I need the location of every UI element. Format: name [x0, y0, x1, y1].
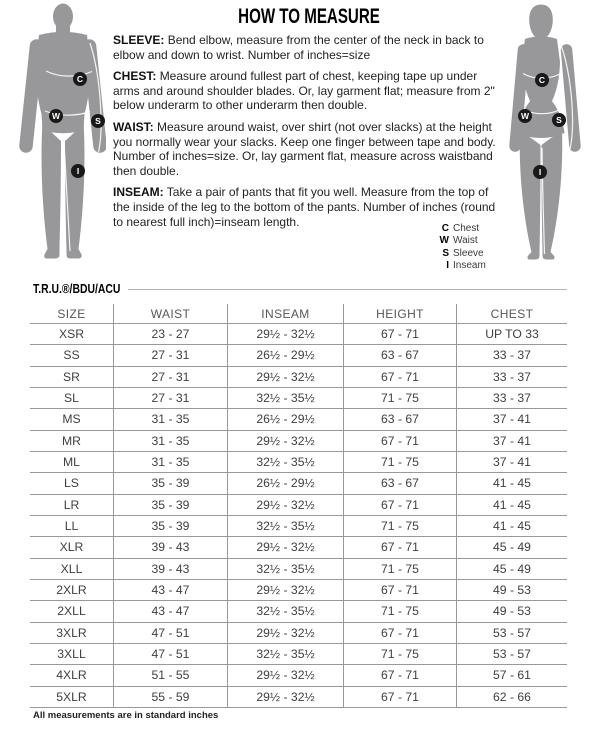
instruction-label: CHEST:: [113, 69, 157, 84]
value-cell: 29½ - 32½: [227, 367, 343, 388]
value-cell: 32½ - 35½: [227, 644, 343, 665]
legend-label: Sleeve: [453, 247, 484, 259]
instruction-label: WAIST:: [113, 119, 154, 134]
legend-key: W: [439, 235, 449, 247]
size-cell: ML: [30, 452, 113, 473]
waist-marker-badge: W: [518, 109, 532, 123]
sleeve-marker-badge: S: [91, 114, 105, 128]
value-cell: 26½ - 29½: [227, 409, 343, 430]
value-cell: 32½ - 35½: [227, 452, 343, 473]
size-cell: MS: [30, 409, 113, 430]
value-cell: 43 - 47: [113, 601, 227, 622]
value-cell: 32½ - 35½: [227, 559, 343, 580]
value-cell: 29½ - 32½: [227, 431, 343, 452]
value-cell: 43 - 47: [113, 580, 227, 601]
size-cell: 4XLR: [30, 665, 113, 686]
value-cell: 29½ - 32½: [227, 580, 343, 601]
legend-key: I: [446, 260, 449, 272]
value-cell: 35 - 39: [113, 495, 227, 516]
value-cell: 37 - 41: [456, 409, 567, 430]
chest-marker-badge: C: [535, 73, 549, 87]
value-cell: 37 - 41: [456, 452, 567, 473]
value-cell: 63 - 67: [343, 345, 456, 366]
instruction-chest: [113, 69, 507, 113]
instruction-text: Measure around fullest part of chest, keeping tape up under arms and around shoulder blades. Or, lay garment flat; measure from 2" below underarm to other underarm then double.: [113, 69, 495, 113]
size-cell: 3XLL: [30, 644, 113, 665]
value-cell: 37 - 41: [456, 431, 567, 452]
chest-marker-badge: C: [73, 72, 87, 86]
value-cell: 32½ - 35½: [227, 388, 343, 409]
size-cell: SS: [30, 345, 113, 366]
value-cell: 71 - 75: [343, 601, 456, 622]
value-cell: 39 - 43: [113, 559, 227, 580]
instruction-label: INSEAM:: [113, 185, 164, 200]
footnote: All measurements are in standard inches: [33, 710, 219, 721]
section-rule: [128, 289, 567, 290]
value-cell: 27 - 31: [113, 388, 227, 409]
value-cell: 26½ - 29½: [227, 473, 343, 494]
page-title: HOW TO MEASURE: [238, 5, 380, 28]
value-cell: 71 - 75: [343, 516, 456, 537]
value-cell: 33 - 37: [456, 367, 567, 388]
size-cell: LR: [30, 495, 113, 516]
value-cell: 31 - 35: [113, 409, 227, 430]
value-cell: 29½ - 32½: [227, 687, 343, 708]
value-cell: 71 - 75: [343, 388, 456, 409]
value-cell: 67 - 71: [343, 431, 456, 452]
value-cell: 63 - 67: [343, 409, 456, 430]
instruction-text: Bend elbow, measure from the center of the neck in back to elbow and down to wrist. Number of inches=size: [113, 33, 484, 62]
column-header: SIZE: [30, 304, 113, 324]
instruction-text: Measure around waist, over shirt (not over slacks) at the height you normally wear your slacks. Keep one finger between tape and body. Number of inches=size. Or, lay garment flat, measure across waistband then double.: [113, 119, 496, 178]
female-body-figure: [492, 2, 598, 260]
value-cell: 71 - 75: [343, 559, 456, 580]
measurement-legend: [437, 223, 486, 273]
value-cell: 29½ - 32½: [227, 495, 343, 516]
legend-key: C: [441, 223, 449, 234]
column-header: CHEST: [456, 304, 567, 324]
legend-label: Chest: [453, 223, 480, 234]
value-cell: 33 - 37: [456, 345, 567, 366]
value-cell: 67 - 71: [343, 623, 456, 644]
size-cell: 5XLR: [30, 687, 113, 708]
legend-label: Inseam: [453, 260, 486, 272]
value-cell: 63 - 67: [343, 473, 456, 494]
inseam-marker-badge: I: [71, 164, 85, 178]
legend-row-sleeve: [437, 248, 486, 260]
value-cell: 45 - 49: [456, 559, 567, 580]
value-cell: 31 - 35: [113, 431, 227, 452]
value-cell: 67 - 71: [343, 324, 456, 345]
value-cell: 53 - 57: [456, 644, 567, 665]
value-cell: 35 - 39: [113, 516, 227, 537]
size-cell: SL: [30, 388, 113, 409]
value-cell: 67 - 71: [343, 367, 456, 388]
value-cell: 71 - 75: [343, 644, 456, 665]
value-cell: 29½ - 32½: [227, 537, 343, 558]
value-cell: 47 - 51: [113, 623, 227, 644]
inseam-marker-badge: I: [533, 165, 547, 179]
value-cell: 67 - 71: [343, 665, 456, 686]
size-cell: XLR: [30, 537, 113, 558]
legend-row-chest: [437, 223, 486, 235]
value-cell: 23 - 27: [113, 324, 227, 345]
value-cell: 35 - 39: [113, 473, 227, 494]
size-cell: LL: [30, 516, 113, 537]
size-cell: 2XLR: [30, 580, 113, 601]
value-cell: 41 - 45: [456, 495, 567, 516]
value-cell: 51 - 55: [113, 665, 227, 686]
legend-row-inseam: [437, 260, 486, 272]
measure-instructions: [113, 33, 507, 236]
value-cell: 55 - 59: [113, 687, 227, 708]
section-label-row: [33, 281, 567, 296]
value-cell: 31 - 35: [113, 452, 227, 473]
size-cell: 2XLL: [30, 601, 113, 622]
value-cell: 29½ - 32½: [227, 324, 343, 345]
column-header: INSEAM: [227, 304, 343, 324]
instruction-sleeve: [113, 33, 507, 62]
size-cell: XSR: [30, 324, 113, 345]
size-table: [30, 304, 567, 708]
value-cell: 27 - 31: [113, 367, 227, 388]
value-cell: 41 - 45: [456, 473, 567, 494]
value-cell: 71 - 75: [343, 452, 456, 473]
value-cell: 49 - 53: [456, 601, 567, 622]
value-cell: 26½ - 29½: [227, 345, 343, 366]
size-cell: 3XLR: [30, 623, 113, 644]
column-header: HEIGHT: [343, 304, 456, 324]
value-cell: 27 - 31: [113, 345, 227, 366]
instruction-label: SLEEVE:: [113, 33, 165, 47]
value-cell: 39 - 43: [113, 537, 227, 558]
legend-label: Waist: [453, 235, 478, 247]
value-cell: 67 - 71: [343, 580, 456, 601]
value-cell: 67 - 71: [343, 687, 456, 708]
female-silhouette: [492, 2, 598, 260]
section-label: T.R.U.®/BDU/ACU: [33, 281, 121, 296]
value-cell: 53 - 57: [456, 623, 567, 644]
value-cell: 29½ - 32½: [227, 665, 343, 686]
value-cell: 47 - 51: [113, 644, 227, 665]
value-cell: 62 - 66: [456, 687, 567, 708]
value-cell: 67 - 71: [343, 537, 456, 558]
legend-row-waist: [437, 235, 486, 247]
value-cell: 32½ - 35½: [227, 516, 343, 537]
size-cell: LS: [30, 473, 113, 494]
value-cell: 32½ - 35½: [227, 601, 343, 622]
value-cell: 29½ - 32½: [227, 623, 343, 644]
sleeve-marker-badge: S: [552, 113, 566, 127]
value-cell: 45 - 49: [456, 537, 567, 558]
instruction-waist: [113, 120, 507, 178]
column-header: WAIST: [113, 304, 227, 324]
size-cell: XLL: [30, 559, 113, 580]
waist-marker-badge: W: [49, 109, 63, 123]
legend-key: S: [442, 247, 449, 259]
instruction-text: Take a pair of pants that fit you well. Measure from the top of the inside of the leg to the bottom of the pants. Number of inches (round to nearest full inch)=inseam length.: [113, 185, 496, 229]
male-body-figure: [2, 2, 106, 262]
value-cell: 49 - 53: [456, 580, 567, 601]
male-silhouette: [2, 2, 106, 262]
value-cell: UP TO 33: [456, 324, 567, 345]
value-cell: 33 - 37: [456, 388, 567, 409]
size-cell: SR: [30, 367, 113, 388]
value-cell: 67 - 71: [343, 495, 456, 516]
value-cell: 57 - 61: [456, 665, 567, 686]
size-cell: MR: [30, 431, 113, 452]
value-cell: 41 - 45: [456, 516, 567, 537]
